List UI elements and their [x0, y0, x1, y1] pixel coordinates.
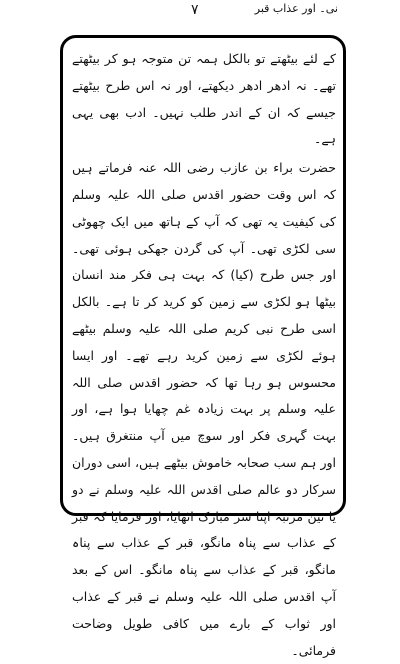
page-number: ۷ [191, 2, 199, 18]
body-text [72, 46, 336, 664]
paragraph-continuation: کے لئے بیٹھتے تو بالکل ہمہ تن متوجہ ہو کر بیٹھتے تھے۔ نہ ادھر ادھر دیکھتے، اور نہ اس طرح بیٹھتے جیسے کہ ان کے اندر طلب نہیں۔ ادب بھی یہی ہے۔ [72, 51, 336, 147]
page-header [0, 2, 400, 22]
running-title: نی۔ اور عذاب قبر [254, 2, 338, 15]
paragraph-hadith: حضرت براء بن عازب رضی اللہ عنہ فرماتے ہیں کہ اس وقت حضور اقدس صلی اللہ علیہ وسلم کی کیفیت یہ تھی کہ آپ کے ہاتھ میں ایک چھوٹی سی لکڑی تھی۔ آپ کی گردن جھکی ہوئی تھی۔ اور جس طرح (کیا) کہ بہت ہی فکر مند انسان بیٹھا ہو لکڑی سے زمین کو کرید کر تا ہے۔ بالکل اسی طرح نبی کریم صلی اللہ علیہ وسلم بیٹھے ہوئے لکڑی سے زمین کرید رہے تھے۔ اور ایسا محسوس ہو رہا تھا کہ حضور اقدس صلی اللہ علیہ وسلم پر بہت زیادہ غم چھایا ہوا ہے، اور بہت گہری فکر اور سوچ میں آپ منتغرق ہیں۔ اور ہم سب صحابہ خاموش بیٹھے ہیں، اسی دوران سرکار دو عالم صلی اقدس اللہ علیہ وسلم نے دو یا تین مرتبہ اپنا سر مبارک اٹھایا، اور فرمایا کہ قبر کے عذاب سے پناہ مانگو، قبر کے عذاب سے پناہ مانگو، قبر کے عذاب سے پناہ مانگو۔ اس کے بعد آپ اقدس صلی اللہ علیہ وسلم نے قبر کے عذاب اور ثواب کے بارے میں کافی طویل وضاحت فرمائی۔ [72, 160, 336, 658]
